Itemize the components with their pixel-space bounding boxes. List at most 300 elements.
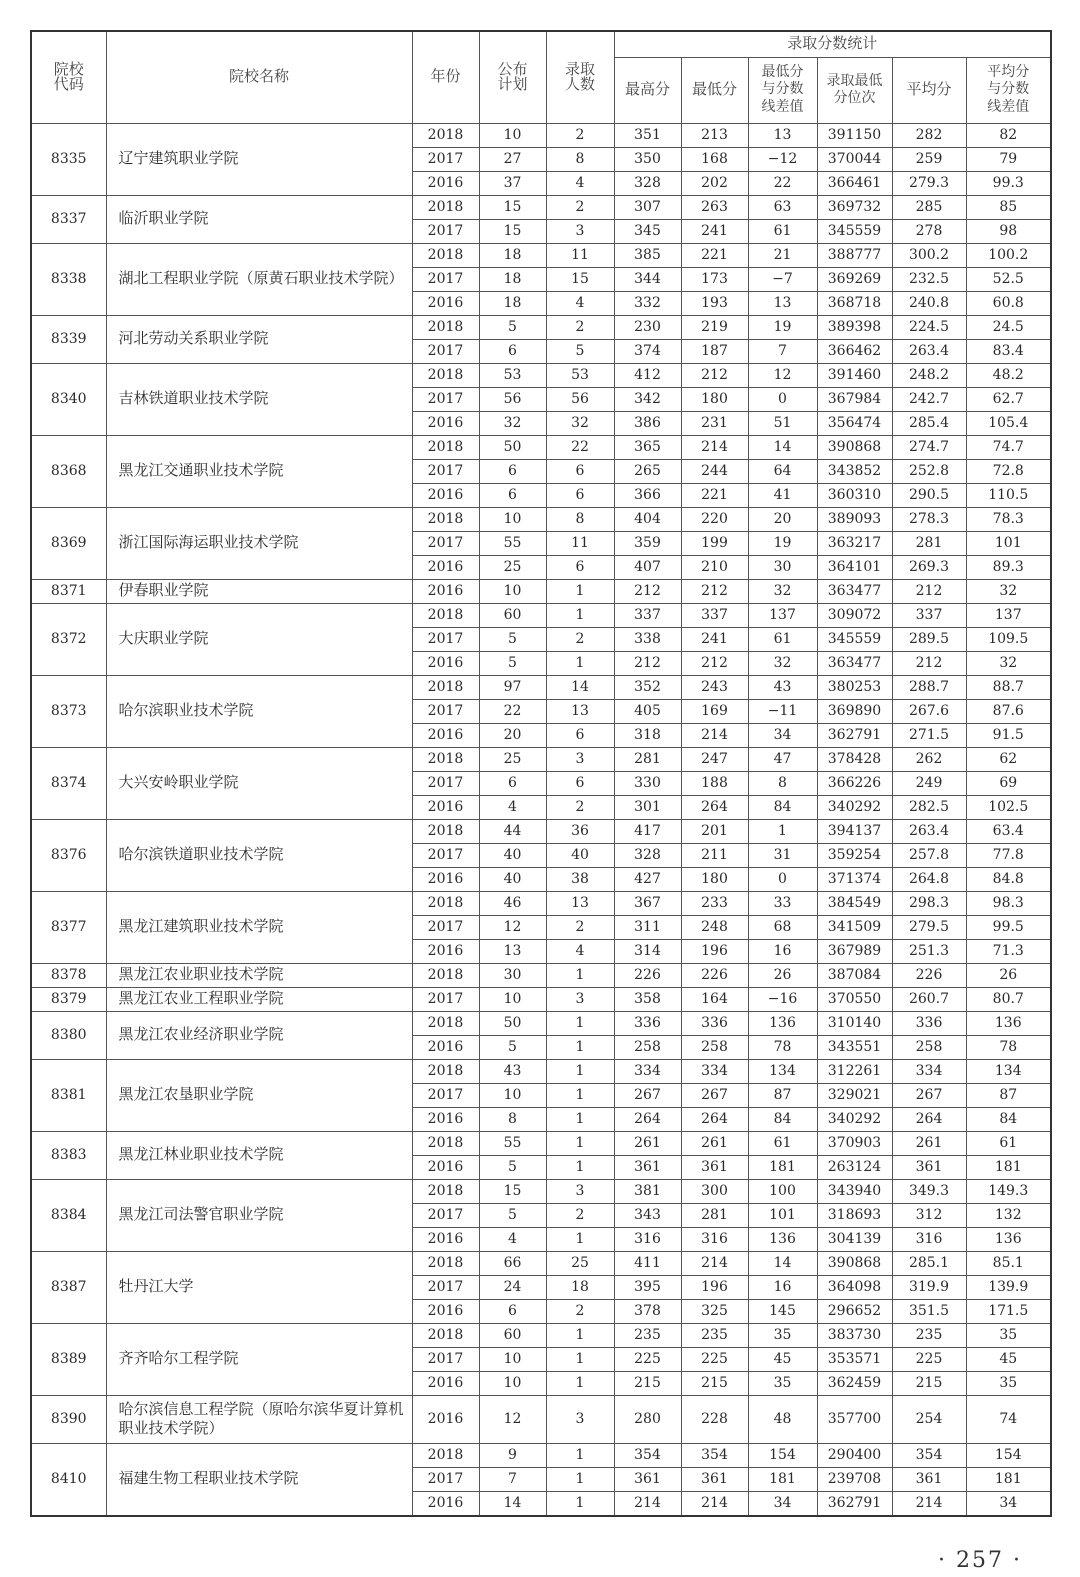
cell-min-diff: 45	[748, 1347, 817, 1371]
cell-admitted: 8	[546, 507, 614, 531]
cell-plan: 9	[479, 1443, 546, 1467]
table-row	[31, 123, 1051, 147]
cell-plan: 8	[479, 1107, 546, 1131]
cell-plan: 6	[479, 771, 546, 795]
cell-min: 231	[681, 411, 748, 435]
cell-plan: 4	[479, 795, 546, 819]
cell-admitted: 6	[546, 555, 614, 579]
cell-avg: 264	[892, 1107, 966, 1131]
school-code: 8373	[31, 675, 106, 747]
cell-min-diff: 43	[748, 675, 817, 699]
cell-admitted: 1	[546, 1059, 614, 1083]
cell-max: 351	[614, 123, 681, 147]
cell-avg: 279.5	[892, 915, 966, 939]
cell-min-rank: 388777	[817, 243, 892, 267]
cell-avg-diff: 45	[966, 1347, 1051, 1371]
cell-avg-diff: 136	[966, 1227, 1051, 1251]
cell-plan: 10	[479, 987, 546, 1011]
table-row	[31, 195, 1051, 219]
cell-plan: 10	[479, 579, 546, 603]
cell-plan: 66	[479, 1251, 546, 1275]
cell-min-diff: 63	[748, 195, 817, 219]
cell-avg: 351.5	[892, 1299, 966, 1323]
cell-max: 334	[614, 1059, 681, 1083]
cell-min: 316	[681, 1227, 748, 1251]
cell-avg-diff: 78	[966, 1035, 1051, 1059]
cell-min-diff: 31	[748, 843, 817, 867]
cell-avg-diff: 84.8	[966, 867, 1051, 891]
cell-min-rank: 356474	[817, 411, 892, 435]
cell-max: 350	[614, 147, 681, 171]
cell-max: 343	[614, 1203, 681, 1227]
cell-max: 281	[614, 747, 681, 771]
cell-admitted: 1	[546, 1107, 614, 1131]
cell-max: 212	[614, 651, 681, 675]
cell-plan: 5	[479, 1035, 546, 1059]
cell-min-rank: 367989	[817, 939, 892, 963]
cell-min-rank: 367984	[817, 387, 892, 411]
cell-max: 367	[614, 891, 681, 915]
cell-avg: 240.8	[892, 291, 966, 315]
cell-min-diff: 154	[748, 1443, 817, 1467]
cell-year: 2016	[412, 1395, 479, 1443]
cell-admitted: 6	[546, 483, 614, 507]
cell-plan: 15	[479, 1179, 546, 1203]
cell-max: 395	[614, 1275, 681, 1299]
school-name: 大庆职业学院	[106, 603, 412, 675]
cell-min-rank: 370550	[817, 987, 892, 1011]
cell-min-rank: 369890	[817, 699, 892, 723]
cell-min-rank: 370903	[817, 1131, 892, 1155]
cell-admitted: 1	[546, 1323, 614, 1347]
cell-avg: 224.5	[892, 315, 966, 339]
cell-year: 2017	[412, 627, 479, 651]
cell-max: 314	[614, 939, 681, 963]
cell-avg: 260.7	[892, 987, 966, 1011]
cell-min-rank: 384549	[817, 891, 892, 915]
cell-max: 381	[614, 1179, 681, 1203]
cell-max: 226	[614, 963, 681, 987]
cell-max: 328	[614, 171, 681, 195]
cell-plan: 5	[479, 1155, 546, 1179]
cell-max: 345	[614, 219, 681, 243]
cell-min: 221	[681, 483, 748, 507]
cell-avg-diff: 69	[966, 771, 1051, 795]
cell-min-diff: 145	[748, 1299, 817, 1323]
cell-min-rank: 369732	[817, 195, 892, 219]
cell-admitted: 11	[546, 531, 614, 555]
cell-min-diff: 21	[748, 243, 817, 267]
cell-avg-diff: 60.8	[966, 291, 1051, 315]
cell-plan: 13	[479, 939, 546, 963]
cell-plan: 50	[479, 1011, 546, 1035]
cell-min: 214	[681, 1251, 748, 1275]
cell-year: 2016	[412, 1371, 479, 1395]
cell-year: 2018	[412, 123, 479, 147]
cell-admitted: 3	[546, 219, 614, 243]
cell-min-rank: 345559	[817, 627, 892, 651]
cell-min-diff: 35	[748, 1323, 817, 1347]
cell-avg: 282.5	[892, 795, 966, 819]
school-code: 8410	[31, 1443, 106, 1516]
cell-avg-diff: 88.7	[966, 675, 1051, 699]
cell-min-diff: 137	[748, 603, 817, 627]
cell-min-rank: 394137	[817, 819, 892, 843]
cell-min-diff: −11	[748, 699, 817, 723]
cell-year: 2017	[412, 1347, 479, 1371]
cell-min: 226	[681, 963, 748, 987]
cell-avg-diff: 136	[966, 1011, 1051, 1035]
cell-min: 243	[681, 675, 748, 699]
school-code: 8381	[31, 1059, 106, 1131]
cell-min-diff: 34	[748, 1491, 817, 1516]
cell-avg-diff: 154	[966, 1443, 1051, 1467]
cell-min-rank: 363477	[817, 651, 892, 675]
cell-min-rank: 340292	[817, 795, 892, 819]
cell-avg: 278.3	[892, 507, 966, 531]
table-header	[31, 31, 1051, 123]
cell-admitted: 1	[546, 1131, 614, 1155]
cell-min-rank: 309072	[817, 603, 892, 627]
cell-max: 337	[614, 603, 681, 627]
cell-min-rank: 391460	[817, 363, 892, 387]
cell-min-rank: 310140	[817, 1011, 892, 1035]
cell-min-diff: −7	[748, 267, 817, 291]
cell-min-rank: 362791	[817, 1491, 892, 1516]
cell-year: 2018	[412, 891, 479, 915]
cell-year: 2017	[412, 1083, 479, 1107]
cell-max: 258	[614, 1035, 681, 1059]
cell-min-diff: 34	[748, 723, 817, 747]
school-code: 8377	[31, 891, 106, 963]
cell-min: 173	[681, 267, 748, 291]
school-name: 辽宁建筑职业学院	[106, 123, 412, 195]
cell-avg-diff: 181	[966, 1155, 1051, 1179]
cell-year: 2016	[412, 1299, 479, 1323]
cell-max: 338	[614, 627, 681, 651]
cell-avg-diff: 26	[966, 963, 1051, 987]
cell-avg: 281	[892, 531, 966, 555]
table-row	[31, 1059, 1051, 1083]
cell-min-diff: 13	[748, 291, 817, 315]
cell-min: 235	[681, 1323, 748, 1347]
cell-min-diff: 26	[748, 963, 817, 987]
cell-admitted: 36	[546, 819, 614, 843]
cell-min-rank: 318693	[817, 1203, 892, 1227]
cell-min-diff: −16	[748, 987, 817, 1011]
school-code: 8372	[31, 603, 106, 675]
cell-year: 2018	[412, 819, 479, 843]
cell-min: 193	[681, 291, 748, 315]
cell-plan: 5	[479, 1203, 546, 1227]
cell-avg: 285.1	[892, 1251, 966, 1275]
cell-min-diff: 16	[748, 939, 817, 963]
cell-min: 244	[681, 459, 748, 483]
cell-avg-diff: 83.4	[966, 339, 1051, 363]
cell-year: 2016	[412, 1155, 479, 1179]
cell-min-rank: 362459	[817, 1371, 892, 1395]
cell-max: 404	[614, 507, 681, 531]
school-code: 8390	[31, 1395, 106, 1443]
cell-max: 374	[614, 339, 681, 363]
cell-avg-diff: 78.3	[966, 507, 1051, 531]
school-name: 伊春职业学院	[106, 579, 412, 603]
cell-min: 202	[681, 171, 748, 195]
table-row	[31, 819, 1051, 843]
cell-min-diff: 87	[748, 1083, 817, 1107]
cell-avg: 235	[892, 1323, 966, 1347]
cell-year: 2017	[412, 339, 479, 363]
cell-min: 258	[681, 1035, 748, 1059]
cell-min-rank: 389093	[817, 507, 892, 531]
cell-min: 212	[681, 651, 748, 675]
cell-admitted: 3	[546, 1395, 614, 1443]
school-code: 8389	[31, 1323, 106, 1395]
cell-max: 330	[614, 771, 681, 795]
cell-min-rank: 340292	[817, 1107, 892, 1131]
cell-year: 2018	[412, 1443, 479, 1467]
school-name: 黑龙江交通职业技术学院	[106, 435, 412, 507]
cell-min-diff: 16	[748, 1275, 817, 1299]
cell-avg-diff: 149.3	[966, 1179, 1051, 1203]
table-row	[31, 1179, 1051, 1203]
cell-max: 261	[614, 1131, 681, 1155]
cell-admitted: 1	[546, 1227, 614, 1251]
cell-avg: 319.9	[892, 1275, 966, 1299]
cell-avg-diff: 100.2	[966, 243, 1051, 267]
cell-min-diff: 64	[748, 459, 817, 483]
school-name: 吉林铁道职业技术学院	[106, 363, 412, 435]
cell-year: 2018	[412, 1131, 479, 1155]
cell-year: 2018	[412, 243, 479, 267]
cell-plan: 40	[479, 843, 546, 867]
cell-avg-diff: 74	[966, 1395, 1051, 1443]
cell-admitted: 25	[546, 1251, 614, 1275]
cell-avg-diff: 48.2	[966, 363, 1051, 387]
cell-admitted: 1	[546, 603, 614, 627]
cell-min-diff: 14	[748, 435, 817, 459]
cell-max: 332	[614, 291, 681, 315]
cell-avg: 212	[892, 579, 966, 603]
cell-plan: 46	[479, 891, 546, 915]
cell-max: 267	[614, 1083, 681, 1107]
cell-avg-diff: 80.7	[966, 987, 1051, 1011]
cell-admitted: 1	[546, 1083, 614, 1107]
cell-admitted: 1	[546, 1443, 614, 1467]
cell-plan: 32	[479, 411, 546, 435]
cell-plan: 6	[479, 339, 546, 363]
cell-plan: 60	[479, 1323, 546, 1347]
cell-admitted: 1	[546, 1011, 614, 1035]
school-code: 8374	[31, 747, 106, 819]
cell-year: 2018	[412, 435, 479, 459]
cell-min-diff: 101	[748, 1203, 817, 1227]
cell-plan: 55	[479, 531, 546, 555]
cell-min-diff: 84	[748, 1107, 817, 1131]
table-row	[31, 363, 1051, 387]
cell-year: 2018	[412, 1251, 479, 1275]
cell-avg-diff: 85.1	[966, 1251, 1051, 1275]
cell-min: 188	[681, 771, 748, 795]
cell-min-diff: 1	[748, 819, 817, 843]
cell-avg: 252.8	[892, 459, 966, 483]
cell-avg: 264.8	[892, 867, 966, 891]
cell-plan: 20	[479, 723, 546, 747]
cell-year: 2016	[412, 1035, 479, 1059]
cell-plan: 55	[479, 1131, 546, 1155]
cell-min-rank: 353571	[817, 1347, 892, 1371]
cell-avg-diff: 91.5	[966, 723, 1051, 747]
cell-max: 318	[614, 723, 681, 747]
cell-min-rank: 366226	[817, 771, 892, 795]
cell-min-diff: 7	[748, 339, 817, 363]
cell-min: 187	[681, 339, 748, 363]
page-number: · 257 ·	[938, 1548, 1022, 1573]
cell-plan: 97	[479, 675, 546, 699]
cell-max: 264	[614, 1107, 681, 1131]
cell-min-rank: 369269	[817, 267, 892, 291]
cell-year: 2018	[412, 1179, 479, 1203]
cell-avg: 263.4	[892, 339, 966, 363]
cell-avg-diff: 109.5	[966, 627, 1051, 651]
cell-max: 344	[614, 267, 681, 291]
cell-max: 352	[614, 675, 681, 699]
cell-min: 212	[681, 363, 748, 387]
cell-avg-diff: 99.3	[966, 171, 1051, 195]
school-code: 8371	[31, 579, 106, 603]
cell-avg-diff: 32	[966, 579, 1051, 603]
cell-avg: 336	[892, 1011, 966, 1035]
cell-admitted: 2	[546, 1299, 614, 1323]
cell-min-rank: 360310	[817, 483, 892, 507]
cell-min-diff: 61	[748, 627, 817, 651]
cell-admitted: 3	[546, 747, 614, 771]
school-name: 哈尔滨铁道职业技术学院	[106, 819, 412, 891]
cell-year: 2018	[412, 315, 479, 339]
cell-avg-diff: 62	[966, 747, 1051, 771]
cell-plan: 24	[479, 1275, 546, 1299]
cell-min: 201	[681, 819, 748, 843]
cell-plan: 37	[479, 171, 546, 195]
cell-min: 214	[681, 1491, 748, 1516]
school-name: 黑龙江农业职业技术学院	[106, 963, 412, 987]
cell-avg: 212	[892, 651, 966, 675]
school-code: 8376	[31, 819, 106, 891]
header-min-rank: 录取最低 分位次	[817, 57, 892, 123]
cell-min-rank: 312261	[817, 1059, 892, 1083]
school-name: 黑龙江农业工程职业学院	[106, 987, 412, 1011]
cell-min: 168	[681, 147, 748, 171]
cell-year: 2016	[412, 1107, 479, 1131]
cell-plan: 50	[479, 435, 546, 459]
cell-admitted: 2	[546, 1203, 614, 1227]
cell-avg: 225	[892, 1347, 966, 1371]
cell-min-diff: 136	[748, 1227, 817, 1251]
school-code: 8339	[31, 315, 106, 363]
cell-min-rank: 366462	[817, 339, 892, 363]
cell-min-diff: 84	[748, 795, 817, 819]
school-name: 湖北工程职业学院（原黄石职业技术学院）	[106, 243, 412, 315]
cell-min: 199	[681, 531, 748, 555]
cell-avg-diff: 139.9	[966, 1275, 1051, 1299]
cell-min: 219	[681, 315, 748, 339]
cell-admitted: 40	[546, 843, 614, 867]
cell-min-diff: 19	[748, 315, 817, 339]
cell-year: 2017	[412, 459, 479, 483]
cell-max: 336	[614, 1011, 681, 1035]
cell-min-diff: 134	[748, 1059, 817, 1083]
cell-admitted: 6	[546, 771, 614, 795]
cell-plan: 5	[479, 315, 546, 339]
cell-year: 2017	[412, 1467, 479, 1491]
cell-plan: 27	[479, 147, 546, 171]
cell-min-diff: 33	[748, 891, 817, 915]
cell-admitted: 4	[546, 939, 614, 963]
cell-avg-diff: 35	[966, 1371, 1051, 1395]
table-row	[31, 747, 1051, 771]
cell-min: 334	[681, 1059, 748, 1083]
cell-plan: 10	[479, 123, 546, 147]
school-code: 8378	[31, 963, 106, 987]
cell-plan: 10	[479, 1083, 546, 1107]
cell-avg: 361	[892, 1467, 966, 1491]
cell-min-rank: 383730	[817, 1323, 892, 1347]
cell-admitted: 2	[546, 195, 614, 219]
cell-year: 2017	[412, 771, 479, 795]
cell-admitted: 1	[546, 1491, 614, 1516]
cell-min-rank: 341509	[817, 915, 892, 939]
cell-min: 228	[681, 1395, 748, 1443]
cell-max: 311	[614, 915, 681, 939]
cell-min-rank: 366461	[817, 171, 892, 195]
cell-min-rank: 389398	[817, 315, 892, 339]
cell-avg: 257.8	[892, 843, 966, 867]
table-row	[31, 987, 1051, 1011]
table-row	[31, 579, 1051, 603]
cell-min: 337	[681, 603, 748, 627]
cell-admitted: 1	[546, 1467, 614, 1491]
cell-admitted: 2	[546, 123, 614, 147]
cell-year: 2016	[412, 411, 479, 435]
cell-admitted: 1	[546, 579, 614, 603]
cell-year: 2017	[412, 915, 479, 939]
cell-max: 361	[614, 1155, 681, 1179]
cell-year: 2017	[412, 267, 479, 291]
cell-avg: 290.5	[892, 483, 966, 507]
cell-plan: 15	[479, 195, 546, 219]
cell-avg: 285.4	[892, 411, 966, 435]
cell-min: 263	[681, 195, 748, 219]
cell-min-rank: 343940	[817, 1179, 892, 1203]
school-name: 浙江国际海运职业技术学院	[106, 507, 412, 579]
cell-min-rank: 364101	[817, 555, 892, 579]
cell-min-rank: 363477	[817, 579, 892, 603]
cell-admitted: 32	[546, 411, 614, 435]
cell-admitted: 1	[546, 1155, 614, 1179]
cell-plan: 10	[479, 1347, 546, 1371]
cell-plan: 44	[479, 819, 546, 843]
school-name: 河北劳动关系职业学院	[106, 315, 412, 363]
cell-min-rank: 345559	[817, 219, 892, 243]
table-row	[31, 435, 1051, 459]
school-code: 8379	[31, 987, 106, 1011]
cell-admitted: 2	[546, 795, 614, 819]
cell-plan: 56	[479, 387, 546, 411]
cell-min-diff: 181	[748, 1467, 817, 1491]
header-admitted: 录取 人数	[546, 31, 614, 123]
cell-avg: 263.4	[892, 819, 966, 843]
cell-year: 2016	[412, 483, 479, 507]
